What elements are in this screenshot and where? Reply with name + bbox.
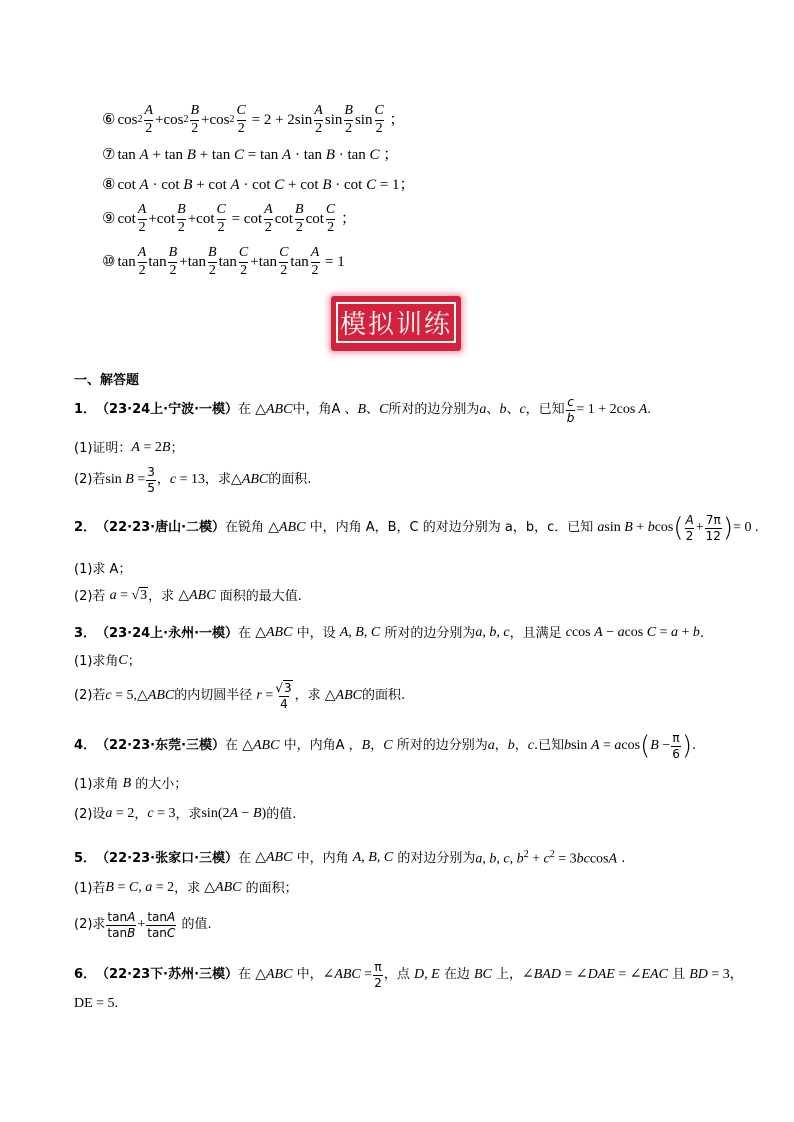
problem-1-part-1: (1)证明： A = 2B ； [74, 440, 184, 456]
banner-title: 模拟训练 [339, 310, 452, 340]
problem-5-part-1: (1)若 B = C, a = 2 ，求 △ABC 的面积； [74, 880, 298, 896]
problem-2-part-1: (1)求 A； [74, 562, 132, 577]
formula-9: ⑨ cot $\frac{A}{2}$ +cot $\frac{B}{2}$ +cot $\frac{C}{2}$ = cot $\frac{A}{2}$ cot $\frac{B}{2}$ cot $\frac{C}{2}$ ； [102, 202, 357, 235]
problem-6-line-2: DE = 5. [74, 996, 119, 1011]
problem-6-stem: 6． （22·23下·苏州·三模） 在 △ABC 中， ∠ABC = $\frac{\pi}{2}$ ，点 D, E 在边 BC 上， ∠BAD = ∠DAE = ∠EAC 且 BD = 3 ， [74, 960, 743, 990]
problem-5-part-2: (2)求 $\frac{\tan A}{\tan B}$ + $\frac{\tan A}{\tan C}$ 的值. [74, 910, 212, 940]
section-title: 一、解答题 [74, 373, 140, 388]
problem-5-stem: 5． （22·23·张家口·三模） 在 △ABC 中，内角 A, B, C 的对边分别为 a, b, c, $b^2 + c^2 = 3bccosA$ . [74, 849, 626, 867]
problem-4-part-2: (2)设 a = 2 ， c = 3 ，求 sin(2A − B) 的值. [74, 806, 297, 822]
problem-2-part-2: (2)若 a = √3 ，求 △ABC 面积的最大值. [74, 588, 302, 604]
formula-8: ⑧ cot A · cot B + cot A · cot C + cot B · cot C = 1； [102, 177, 415, 193]
formula-10: ⑩ tan $\frac{A}{2}$ tan $\frac{B}{2}$ +tan $\frac{B}{2}$ tan $\frac{C}{2}$ +tan $\frac{C}{2}$ tan $\frac{A}{2}$ = 1 [102, 245, 345, 278]
problem-1-part-2: (2)若 sin B = $\frac{3}{5}$ ， c = 13 ，求 △ABC 的面积. [74, 465, 312, 495]
section-banner [331, 296, 461, 351]
problem-4-stem: 4． （22·23·东莞·三模） 在 △ABC 中，内角 A ， B ， C 所对的边分别为 a ， b ， c .已知 bsin A = acos ( B − $\frac{\pi}{6}$ ) . [74, 731, 697, 762]
problem-3-part-2: (2)若 c = 5,△ABC 的内切圆半径 r = $\frac{√3}{4}$ ，求 △ABC 的面积. [74, 681, 406, 711]
problem-2-stem: 2． （22·23·唐山·二模） 在锐角 △ABC 中，内角 A，B，C 的对边分别为 a，b，c．已知 asin B + bcos ( $\frac{A}{2}$ + $\frac{7\pi}{12}$ ) = 0 . [74, 513, 759, 544]
formula-7: ⑦ tan A + tan B + tan C = tan A · tan B · tan C ； [102, 147, 399, 163]
problem-1-stem: 1． （23·24上·宁波·一模） 在 △ABC 中，角 A 、 B 、 C 所对的边分别为 a 、 b 、 c ，已知 $\frac{c}{b}$ = 1 + 2cos A. [74, 395, 651, 425]
problem-3-part-1: (1)求角 C ； [74, 653, 141, 669]
problem-4-part-1: (1)求角 B 的大小； [74, 776, 188, 792]
problem-3-stem: 3． （23·24上·永州·一模） 在 △ABC 中，设 A, B, C 所对的边分别为 a, b, c ，且满足 ccos A − acos C = a + b . [74, 625, 705, 641]
formula-6: ⑥ cos 2 $\frac{A}{2}$ +cos 2 $\frac{B}{2}$ +cos 2 $\frac{C}{2}$ = 2 + 2sin $\frac{A}{2}$ sin $\frac{B}{2}$ sin $\frac{C}{2}$ ； [102, 103, 405, 136]
